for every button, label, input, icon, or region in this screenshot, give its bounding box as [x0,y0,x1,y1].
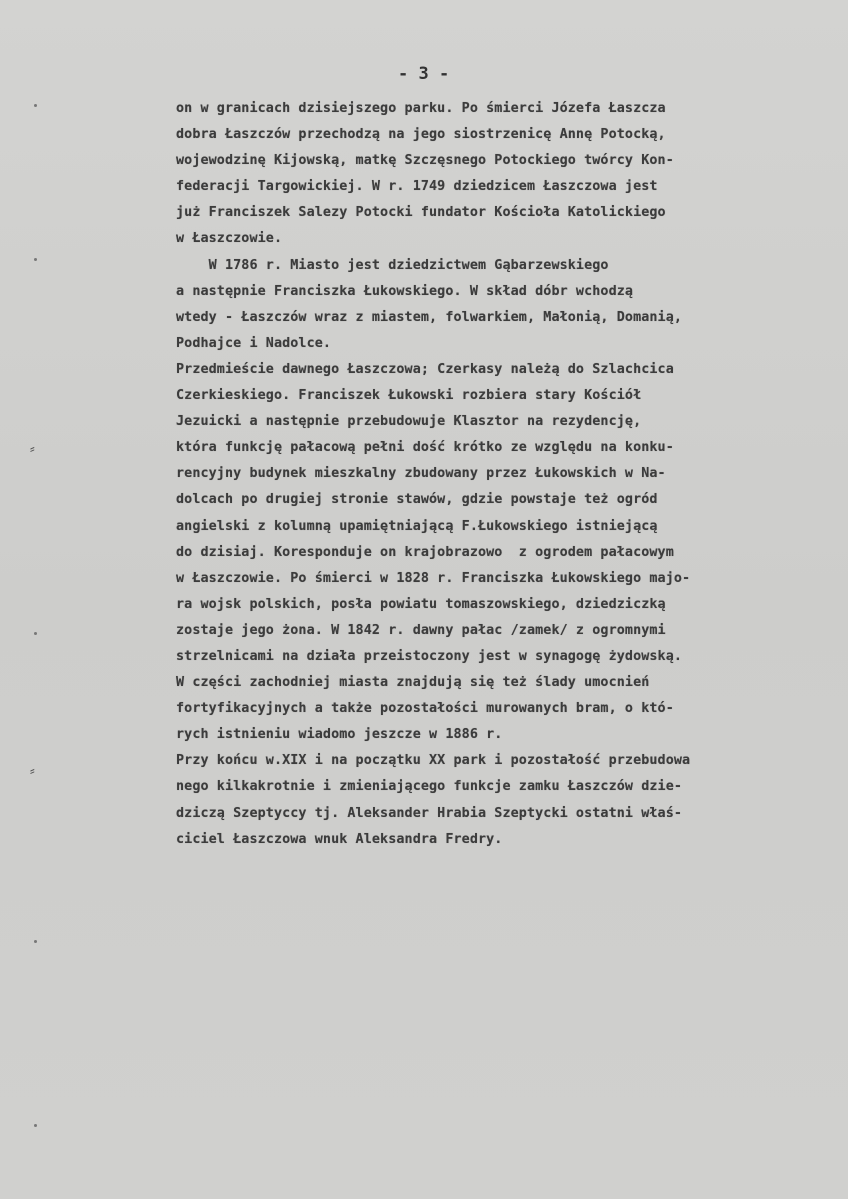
text-line: Przy końcu w.XIX i na początku XX park i pozostałość przebudowa [176,753,691,769]
margin-tick-mark: ⸗ [30,763,35,779]
text-line: Czerkieskiego. Franciszek Łukowski rozbiera stary Kościół [176,388,642,404]
text-line: zostaje jego żona. W 1842 r. dawny pałac /zamek/ z ogromnymi [176,622,666,638]
margin-dot [34,1124,37,1127]
text-line: on w granicach dzisiejszego parku. Po śmierci Józefa Łaszcza [176,101,666,116]
text-line: w Łaszczowie. [176,231,283,247]
text-line: w Łaszczowie. Po śmierci w 1828 r. Franciszka Łukowskiego majo- [176,570,691,586]
text-line: ra wojsk polskich, posła powiatu tomaszowskiego, dziedziczką [176,596,666,612]
text-line: już Franciszek Salezy Potocki fundator Kościoła Katolickiego [176,205,666,221]
text-line: Przedmieście dawnego Łaszczowa; Czerkasy należą do Szlachcica [176,361,674,377]
body-text [176,96,826,853]
text-line: Podhajce i Nadolce. [176,335,332,351]
text-line: angielski z kolumną upamiętniającą F.Łukowskiego istniejącą [176,518,658,534]
text-line: W 1786 r. Miasto jest dziedzictwem Gąbarzewskiego [176,257,609,273]
margin-dot [34,940,37,943]
text-line: federacji Targowickiej. W r. 1749 dziedzicem Łaszczowa jest [176,179,658,195]
text-line: dziczą Szeptyccy tj. Aleksander Hrabia Szeptycki ostatni właś- [176,805,683,821]
text-line: fortyfikacyjnych a także pozostałości murowanych bram, o któ- [176,701,674,717]
text-line: wojewodzinę Kijowską, matkę Szczęsnego Potockiego twórcy Kon- [176,153,674,169]
margin-tick-mark: ⸗ [30,441,35,457]
text-line: a następnie Franciszka Łukowskiego. W skład dóbr wchodzą [176,283,634,299]
text-line: strzelnicami na działa przeistoczony jest w synagogę żydowską. [176,648,683,664]
page-number: - 3 - [398,64,450,84]
text-line: do dzisiaj. Koresponduje on krajobrazowo z ogrodem pałacowym [176,544,674,560]
text-line: dolcach po drugiej stronie stawów, gdzie powstaje też ogród [176,492,658,508]
margin-dot [34,632,37,635]
text-line: wtedy - Łaszczów wraz z miastem, folwarkiem, Małonią, Domanią, [176,309,683,325]
text-line: rencyjny budynek mieszkalny zbudowany przez Łukowskich w Na- [176,466,666,482]
text-line: dobra Łaszczów przechodzą na jego siostrzenicę Annę Potocką, [176,127,666,143]
text-line: ciciel Łaszczowa wnuk Aleksandra Fredry. [176,831,503,847]
text-line: Jezuicki a następnie przebudowuje Klasztor na rezydencję, [176,414,642,430]
text-line: która funkcję pałacową pełni dość krótko ze względu na konku- [176,440,674,456]
margin-dot [34,258,37,261]
text-line: W części zachodniej miasta znajdują się też ślady umocnień [176,675,650,691]
margin-dot [34,104,37,107]
text-line: rych istnieniu wiadomo jeszcze w 1886 r. [176,727,503,743]
text-line: nego kilkakrotnie i zmieniającego funkcje zamku Łaszczów dzie- [176,779,683,795]
